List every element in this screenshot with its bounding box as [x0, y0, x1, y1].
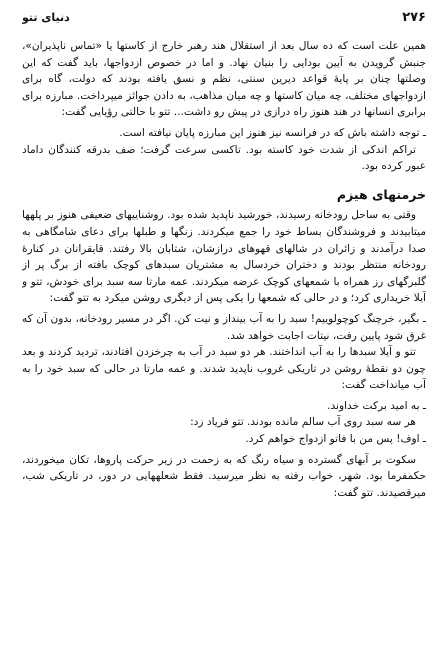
book-page	[22, 10, 426, 650]
paragraph: همین علت است که ده سال بعد از استقلال هند رهبر خارج از کاستها یا «تماس ناپذیران»، جنبش گرویدن به آیین بودایی را بنیان نهاد. و اما در خصوص ازدواجها، باید گفت که این وصلتها چنان بر پایهٔ قواعد دیرین سنتی، نظم و نسق یافته بودند که دولت، گاه برای ازدواجهای مختلف، چه میان کاستها و چه میان مذاهب، به دادن جوائز میپرداخت. مبارزه برای برابری انسانها در هند هنوز راه درازی در پیش رو داشت... تتو با حالتی رؤیایی گفت:	[22, 40, 426, 119]
paragraph: تتو و آیلا سبدها را به آب انداختند. هر دو سبد در آب به چرخزدن افتادند، تردید کردند و بعد چون دو نقطهٔ روشن در تاریکی غروب ناپدید شدند. و عمه مارتا در حالی که سبد خود را به آب میانداخت گفت:	[22, 346, 426, 392]
dialog-line: ـ به امید برکت خداوند.	[327, 399, 426, 412]
page-header	[22, 10, 426, 30]
dialog-line: ـ بگیر، خرچنگ کوچولوییم! سبد را به آب بینداز و نیت کن. اگر در مسیر رودخانه، بدون آن که غرق شود پایین رفت، نیتات اجابت خواهد شد.	[22, 312, 426, 342]
paragraph: وقتی به ساحل رودخانه رسیدند، خورشید ناپدید شده بود. روشناییهای ضعیفی هنوز بر پلهها میتابیدند و فروشندگان بساط خود را جمع میکردند. زنگها و طبلها برای دعای شامگاهی به صدا درآمدند و زائران در شالهای قهوهای درازشان، شتابان بالا رفتند. قایقرانان در کنارهٔ رودخانه منتظر بودند و دختران خردسال به مشتریان سبدهای کوچک بافته از برگ پر از گلبرگهای رز همراه با شمعهای کوچک عرضه میکردند. عمه مارتا سه سبد برای خودش، تتو و آیلا خریداری کرد؛ و در حالی که شمعها را یکی پس از دیگری روشن میکرد به تتو گفت:	[22, 209, 426, 305]
paragraph: سکوت بر آبهای گسترده و سیاه رنگ که به زحمت در زیر حرکت پاروها، تکان میخوردند، حکمفرما بود. شهر، خواب رفته به نظر میرسید. فقط شعلههایی در دور، در تاریکی شب، میرقصیدند. تتو گفت:	[22, 453, 426, 499]
page-body	[22, 38, 426, 501]
section-heading: خرمنهای هیزم	[336, 186, 426, 202]
running-title: دنیای تتو	[22, 11, 70, 24]
page-number: ۲۷۶	[402, 10, 426, 25]
dialog-line: ـ توجه داشته باش که در فرانسه نیز هنوز این مبارزه پایان نیافته است.	[119, 126, 426, 139]
paragraph: تراکم اندکی از شدت خود کاسته بود. تاکسی سرعت گرفت؛ صف بدرقه کنندگان داماد عبور کرده بود.	[22, 143, 426, 173]
paragraph: هر سه سبد روی آب سالم مانده بودند. تتو فریاد زد:	[190, 416, 416, 429]
dialog-line: ـ اوف! پس من با فاتو ازدواج خواهم کرد.	[245, 433, 426, 446]
